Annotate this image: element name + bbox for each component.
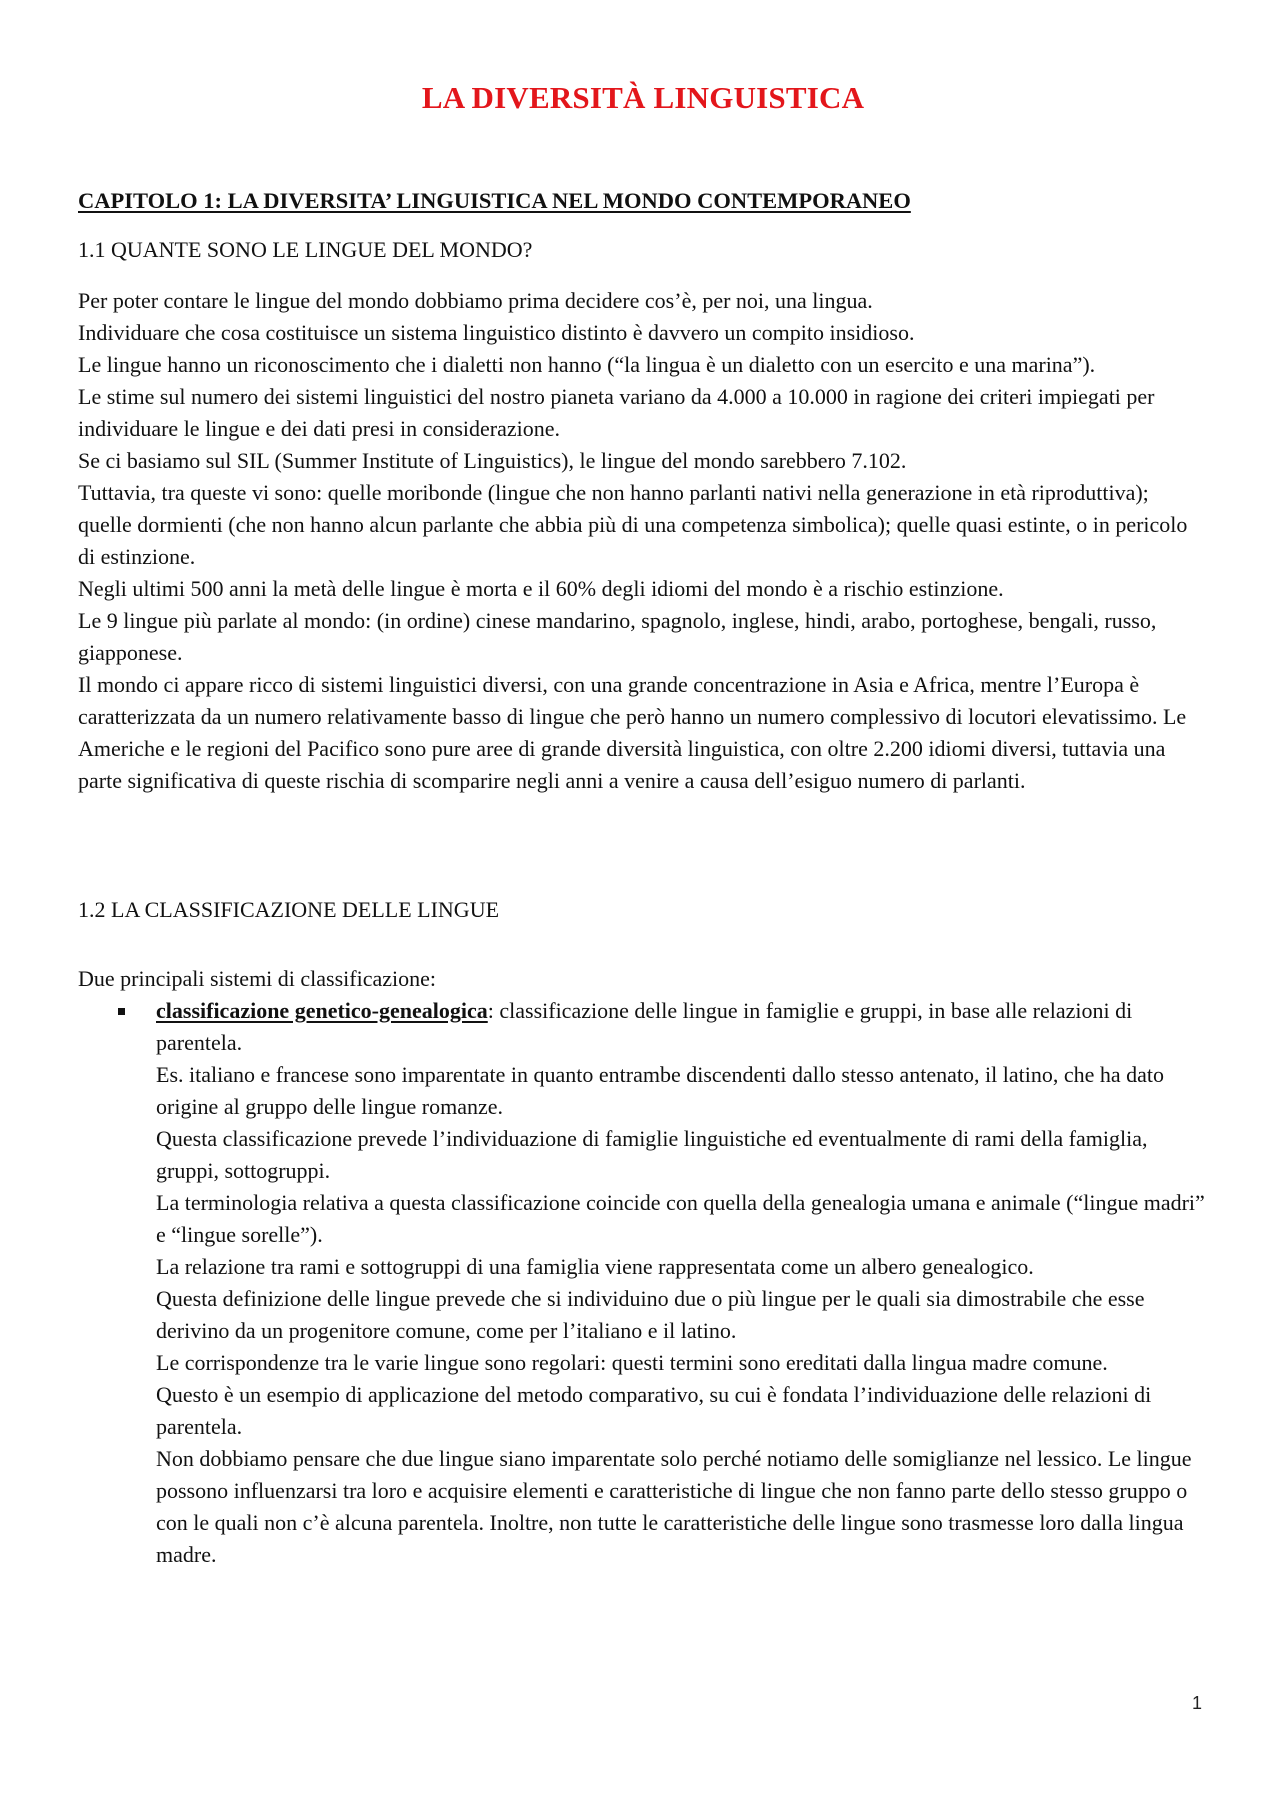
- square-bullet-icon: [118, 1008, 125, 1015]
- paragraph: Le lingue hanno un riconoscimento che i dialetti non hanno (“la lingua è un dialetto con un esercito e una marina”).: [78, 352, 1096, 377]
- section-1-1-body: [78, 285, 1208, 797]
- bullet-lead: [156, 995, 1208, 1059]
- bullet-line: Non dobbiamo pensare che due lingue siano imparentate solo perché notiamo delle somiglianze nel lessico. Le lingue possono influenzarsi tra loro e acquisire elementi e caratteristiche di lingue che non fanno parte dello stesso gruppo o con le quali non c’è alcuna parentela. Inoltre, non tutte le caratteristiche delle lingue sono trasmesse loro dalla lingua madre.: [156, 1446, 1192, 1567]
- bullet-line: Questo è un esempio di applicazione del metodo comparativo, su cui è fondata l’individuazione delle relazioni di parentela.: [156, 1382, 1152, 1439]
- paragraph: Le stime sul numero dei sistemi linguistici del nostro pianeta variano da 4.000 a 10.000 in ragione dei criteri impiegati per individuare le lingue e dei dati presi in considerazione.: [78, 384, 1155, 441]
- classification-list: [78, 995, 1208, 1571]
- classification-term: classificazione genetico-genealogica: [156, 998, 488, 1023]
- bullet-line: Questa classificazione prevede l’individuazione di famiglie linguistiche ed eventualmente di rami della famiglia, gruppi, sottogruppi.: [156, 1126, 1148, 1183]
- classification-definition: : classificazione delle lingue in famiglie e gruppi, in base alle relazioni di parentela.: [156, 998, 1133, 1055]
- section-1-2-intro: Due principali sistemi di classificazione:: [78, 966, 437, 991]
- chapter-heading: CAPITOLO 1: LA DIVERSITA’ LINGUISTICA NEL MONDO CONTEMPORANEO: [78, 188, 911, 213]
- bullet-line: La terminologia relativa a questa classificazione coincide con quella della genealogia umana e animale (“lingue madri” e “lingue sorelle”).: [156, 1190, 1205, 1247]
- paragraph: Per poter contare le lingue del mondo dobbiamo prima decidere cos’è, per noi, una lingua.: [78, 288, 873, 313]
- section-heading-1-1: 1.1 QUANTE SONO LE LINGUE DEL MONDO?: [78, 237, 533, 262]
- bullet-line: Le corrispondenze tra le varie lingue sono regolari: questi termini sono ereditati dalla lingua madre comune.: [156, 1350, 1108, 1375]
- list-item: [78, 995, 1208, 1571]
- paragraph: Se ci basiamo sul SIL (Summer Institute of Linguistics), le lingue del mondo sarebbero 7.102.: [78, 448, 907, 473]
- bullet-line: Questa definizione delle lingue prevede che si individuino due o più lingue per le quali sia dimostrabile che esse derivino da un progenitore comune, come per l’italiano e il latino.: [156, 1286, 1145, 1343]
- bullet-line: Es. italiano e francese sono imparentate in quanto entrambe discendenti dallo stesso antenato, il latino, che ha dato origine al gruppo delle lingue romanze.: [156, 1062, 1165, 1119]
- paragraph: Tuttavia, tra queste vi sono: quelle moribonde (lingue che non hanno parlanti nativi nella generazione in età riproduttiva); quelle dormienti (che non hanno alcun parlante che abbia più di una competenza simbolica); quelle quasi estinte, o in pericolo di estinzione.: [78, 480, 1188, 569]
- paragraph: Individuare che cosa costituisce un sistema linguistico distinto è davvero un compito insidioso.: [78, 320, 915, 345]
- paragraph: Il mondo ci appare ricco di sistemi linguistici diversi, con una grande concentrazione in Asia e Africa, mentre l’Europa è caratterizzata da un numero relativamente basso di lingue che però hanno un numero complessivo di locutori elevatissimo. Le Americhe e le regioni del Pacifico sono pure aree di grande diversità linguistica, con oltre 2.200 idiomi diversi, tuttavia una parte significativa di queste rischia di scomparire negli anni a venire a causa dell’esiguo numero di parlanti.: [78, 672, 1187, 793]
- document-title: LA DIVERSITÀ LINGUISTICA: [421, 80, 865, 115]
- bullet-line: La relazione tra rami e sottogruppi di una famiglia viene rappresentata come un albero genealogico.: [156, 1254, 1034, 1279]
- paragraph: Le 9 lingue più parlate al mondo: (in ordine) cinese mandarino, spagnolo, inglese, hindi, arabo, portoghese, bengali, russo, giapponese.: [78, 608, 1157, 665]
- section-heading-1-2: 1.2 LA CLASSIFICAZIONE DELLE LINGUE: [78, 897, 500, 922]
- page-number: 1: [1192, 1693, 1203, 1713]
- paragraph: Negli ultimi 500 anni la metà delle lingue è morta e il 60% degli idiomi del mondo è a rischio estinzione.: [78, 576, 1004, 601]
